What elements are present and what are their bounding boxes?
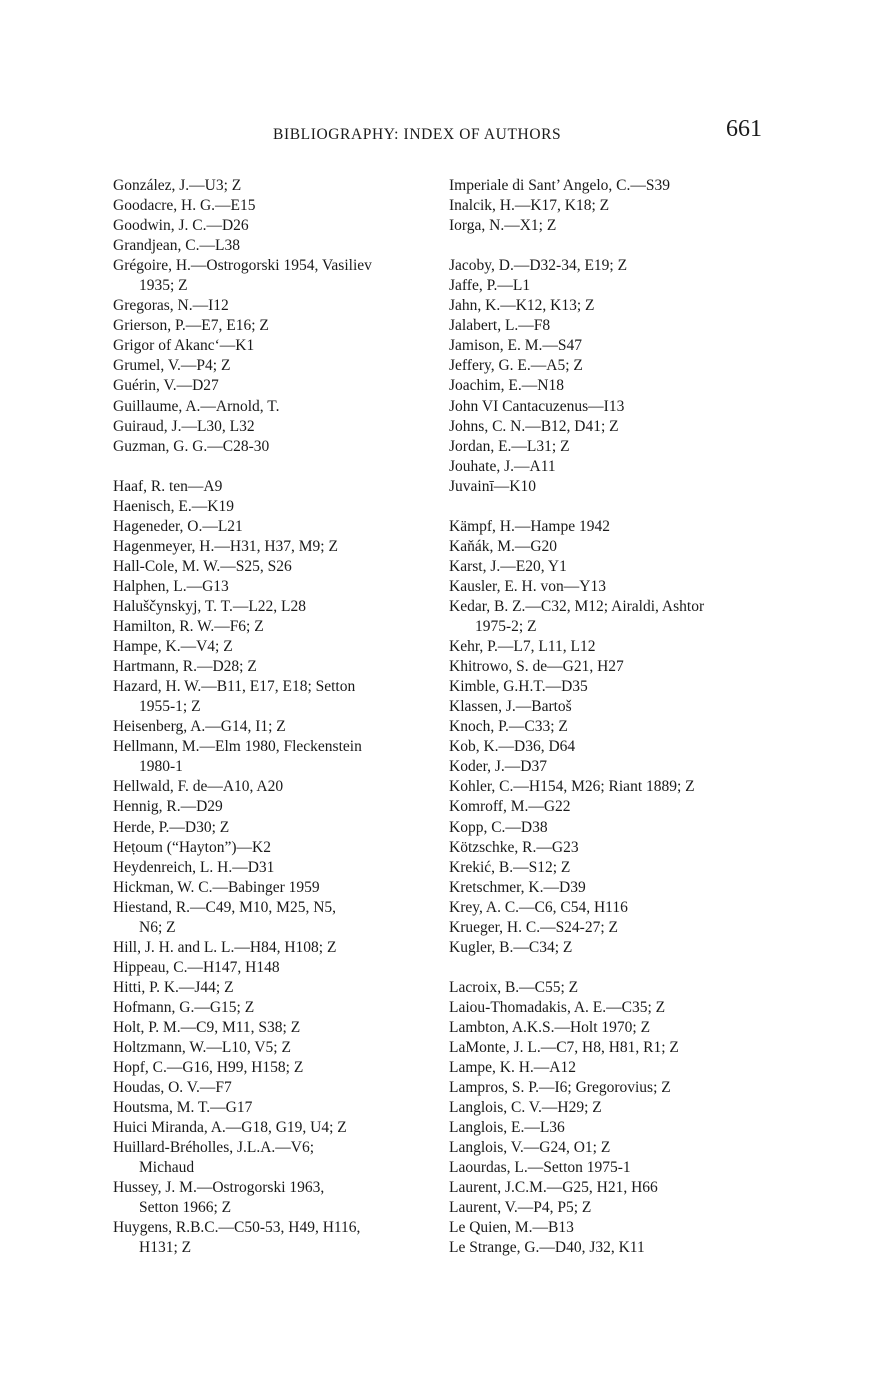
entry-line: Hitti, P. K.—J44; Z [113,978,234,996]
entry-line: Gregoras, N.—I12 [113,297,229,315]
index-entry [449,477,779,497]
index-entry [113,537,433,557]
entry-line: Lacroix, B.—C55; Z [449,978,579,996]
index-entry [449,1238,779,1258]
index-entry [113,397,433,417]
index-entry [449,437,779,457]
index-entry [449,597,779,637]
index-entry [113,577,433,597]
index-entry [449,356,779,376]
index-entry [113,1138,433,1178]
index-entry [113,858,433,878]
entry-line: Guérin, V.—D27 [113,377,219,395]
entry-line: Komroff, M.—G22 [449,798,571,816]
index-entry [449,216,779,236]
entry-line: Jaffe, P.—L1 [449,277,531,295]
entry-continuation-line: 1935; Z [139,277,188,295]
entry-line: Laiou-Thomadakis, A. E.—C35; Z [449,998,666,1016]
index-entry [113,557,433,577]
entry-line: Le Quien, M.—B13 [449,1219,574,1237]
entry-line: Grumel, V.—P4; Z [113,357,231,375]
index-entry [449,1118,779,1138]
entry-line: Kimble, G.H.T.—D35 [449,678,588,696]
entry-line: Hall-Cole, M. W.—S25, S26 [113,557,292,575]
index-entry [449,1198,779,1218]
index-entry [113,1038,433,1058]
entry-line: Hennig, R.—D29 [113,798,223,816]
entry-line: Joachim, E.—N18 [449,377,564,395]
entry-line: Lampros, S. P.—I6; Gregorovius; Z [449,1079,671,1097]
index-entry [113,1078,433,1098]
entry-line: Hagenmeyer, H.—H31, H37, M9; Z [113,537,338,555]
index-entry [113,1098,433,1118]
index-entry [449,898,779,918]
entry-continuation-line: Michaud [139,1159,195,1177]
entry-line: Heydenreich, L. H.—D31 [113,858,275,876]
entry-line: Kedar, B. Z.—C32, M12; Airaldi, Ashtor [449,597,705,615]
index-entry [113,437,433,457]
entry-line: Guillaume, A.—Arnold, T. [113,397,280,415]
right-column [449,176,779,1259]
entry-line: Jordan, E.—L31; Z [449,437,570,455]
running-title: BIBLIOGRAPHY: INDEX OF AUTHORS [273,126,562,143]
entry-line: Hampe, K.—V4; Z [113,638,233,656]
entry-line: Hiestand, R.—C49, M10, M25, N5, [113,898,337,916]
index-entry [113,998,433,1018]
entry-line: Krey, A. C.—C6, C54, H116 [449,898,628,916]
index-entry [113,777,433,797]
entry-line: Hopf, C.—G16, H99, H158; Z [113,1059,304,1077]
index-entry [449,998,779,1018]
index-entry [449,276,779,296]
entry-line: Kämpf, H.—Hampe 1942 [449,517,610,535]
index-entry [113,216,433,236]
index-entry [449,858,779,878]
entry-line: Kopp, C.—D38 [449,818,548,836]
entry-line: Guiraud, J.—L30, L32 [113,417,255,435]
entry-line: Inalcik, H.—K17, K18; Z [449,197,610,215]
index-entry [449,376,779,396]
index-entry [113,838,433,858]
index-entry [449,537,779,557]
entry-line: Knoch, P.—C33; Z [449,718,568,736]
index-entry [449,417,779,437]
entry-line: Grandjean, C.—L38 [113,237,240,255]
index-entry [449,336,779,356]
entry-line: Khitrowo, S. de—G21, H27 [449,658,624,676]
index-entry [113,316,433,336]
index-entry [113,818,433,838]
index-entry [113,958,433,978]
entry-line: Iorga, N.—X1; Z [449,217,557,235]
entry-continuation-line: 1955-1; Z [139,698,201,716]
index-entry [449,296,779,316]
index-entry [449,657,779,677]
index-entry [449,1078,779,1098]
entry-line: Houtsma, M. T.—G17 [113,1099,253,1117]
index-entry [113,617,433,637]
index-entry [113,477,433,497]
section-gap [113,457,433,477]
entry-line: Heṭoum (“Hayton”)—K2 [113,838,271,856]
index-entry [449,1058,779,1078]
entry-line: Juvainī—K10 [449,477,536,495]
index-entry [449,397,779,417]
index-entry [449,1098,779,1118]
entry-line: Laurent, V.—P4, P5; Z [449,1199,592,1217]
index-entry [449,677,779,697]
entry-line: Langlois, E.—L36 [449,1119,565,1137]
index-entry [449,196,779,216]
entry-line: Kob, K.—D36, D64 [449,738,576,756]
index-entry [449,878,779,898]
entry-line: Krueger, H. C.—S24-27; Z [449,918,618,936]
index-entry [113,1058,433,1078]
index-entry [113,256,433,296]
index-entry [449,938,779,958]
entry-line: Hickman, W. C.—Babinger 1959 [113,878,320,896]
index-entry [113,657,433,677]
index-entry [449,457,779,477]
entry-line: Kohler, C.—H154, M26; Riant 1889; Z [449,778,695,796]
index-entry [113,597,433,617]
entry-line: Kehr, P.—L7, L11, L12 [449,638,596,656]
entry-line: González, J.—U3; Z [113,177,242,194]
entry-line: Langlois, V.—G24, O1; Z [449,1139,611,1157]
index-entry [113,236,433,256]
index-entry [449,1158,779,1178]
index-entry [113,497,433,517]
index-entry [113,1218,433,1258]
entry-line: Heisenberg, A.—G14, I1; Z [113,718,286,736]
index-entry [449,818,779,838]
index-entry [449,717,779,737]
entry-line: Lambton, A.K.S.—Holt 1970; Z [449,1018,651,1036]
entry-line: Hartmann, R.—D28; Z [113,658,257,676]
entry-line: Kaňák, M.—G20 [449,537,558,555]
page-number: 661 [726,116,762,142]
index-entry [449,918,779,938]
entry-line: Grierson, P.—E7, E16; Z [113,317,269,335]
index-entry [449,577,779,597]
entry-line: Krekić, B.—S12; Z [449,858,571,876]
index-entry [113,637,433,657]
index-entry [113,1118,433,1138]
entry-line: Grigor of Akanc‘—K1 [113,337,255,355]
index-entry [113,296,433,316]
entry-line: Lampe, K. H.—A12 [449,1059,576,1077]
entry-line: Langlois, C. V.—H29; Z [449,1099,602,1117]
entry-line: Goodwin, J. C.—D26 [113,217,249,235]
index-entry [113,376,433,396]
entry-line: Koder, J.—D37 [449,758,547,776]
index-entry [449,256,779,276]
entry-line: Huillard-Bréholles, J.L.A.—V6; [113,1139,315,1157]
entry-line: Haluščynskyj, T. T.—L22, L28 [113,597,307,615]
entry-continuation-line: 1980-1 [139,758,183,776]
index-entry [113,878,433,898]
entry-continuation-line: N6; Z [139,918,176,936]
index-entry [449,1178,779,1198]
index-entry [113,176,433,196]
index-entry [449,737,779,757]
entry-line: Jouhate, J.—A11 [449,457,556,475]
entry-line: Jeffery, G. E.—A5; Z [449,357,583,375]
entry-line: Halphen, L.—G13 [113,577,229,595]
page-header [0,116,872,152]
entry-line: Karst, J.—E20, Y1 [449,557,567,575]
entry-continuation-line: 1975-2; Z [475,618,537,636]
index-entry [113,1018,433,1038]
entry-line: Johns, C. N.—B12, D41; Z [449,417,619,435]
index-entry [449,757,779,777]
entry-line: Hill, J. H. and L. L.—H84, H108; Z [113,938,337,956]
entry-line: Kugler, B.—C34; Z [449,938,573,956]
index-entry [449,1018,779,1038]
index-entry [113,1178,433,1218]
entry-line: Jamison, E. M.—S47 [449,337,583,355]
entry-line: Kötzschke, R.—G23 [449,838,579,856]
index-entry [449,517,779,537]
index-entry [449,1138,779,1158]
entry-continuation-line: Setton 1966; Z [139,1199,232,1217]
entry-line: Hageneder, O.—L21 [113,517,243,535]
index-entry [113,417,433,437]
entry-line: Kretschmer, K.—D39 [449,878,586,896]
entry-line: Hofmann, G.—G15; Z [113,998,255,1016]
index-entry [113,898,433,938]
entry-continuation-line: H131; Z [139,1239,192,1257]
entry-line: Huygens, R.B.C.—C50-53, H49, H116, [113,1219,361,1237]
section-gap [449,497,779,517]
index-entry [449,978,779,998]
entry-line: Hellwald, F. de—A10, A20 [113,778,284,796]
entry-line: Hamilton, R. W.—F6; Z [113,618,264,636]
entry-line: Jahn, K.—K12, K13; Z [449,297,595,315]
entry-line: Haenisch, E.—K19 [113,497,234,515]
entry-line: Laourdas, L.—Setton 1975-1 [449,1159,631,1177]
entry-line: Imperiale di Sant’ Angelo, C.—S39 [449,177,670,194]
index-entry [449,797,779,817]
entry-line: Hellmann, M.—Elm 1980, Fleckenstein [113,738,362,756]
entry-line: LaMonte, J. L.—C7, H8, H81, R1; Z [449,1039,679,1057]
index-entry [449,557,779,577]
entry-line: Klassen, J.—Bartoš [449,698,572,716]
index-entry [449,838,779,858]
index-entry [449,637,779,657]
index-entry [113,978,433,998]
entry-line: Grégoire, H.—Ostrogorski 1954, Vasiliev [113,257,372,275]
index-entry [113,196,433,216]
index-entry [113,938,433,958]
index-entry [113,737,433,777]
index-entry [449,176,779,196]
entry-line: Le Strange, G.—D40, J32, K11 [449,1239,645,1257]
entry-line: Jacoby, D.—D32-34, E19; Z [449,257,628,275]
section-gap [449,958,779,978]
entry-line: Kausler, E. H. von—Y13 [449,577,606,595]
entry-line: Hazard, H. W.—B11, E17, E18; Setton [113,678,356,696]
entry-line: Houdas, O. V.—F7 [113,1079,232,1097]
section-gap [449,236,779,256]
left-column [113,176,433,1259]
entry-line: Haaf, R. ten—A9 [113,477,223,495]
entry-line: John VI Cantacuzenus—I13 [449,397,625,415]
index-entry [449,697,779,717]
index-entry [113,677,433,717]
index-entry [113,336,433,356]
entry-line: Guzman, G. G.—C28-30 [113,437,270,455]
entry-line: Holt, P. M.—C9, M11, S38; Z [113,1018,301,1036]
entry-line: Huici Miranda, A.—G18, G19, U4; Z [113,1119,347,1137]
entry-line: Holtzmann, W.—L10, V5; Z [113,1039,291,1057]
index-entry [113,517,433,537]
entry-line: Jalabert, L.—F8 [449,317,551,335]
entry-line: Hussey, J. M.—Ostrogorski 1963, [113,1179,325,1197]
index-entry [449,1038,779,1058]
index-entry [113,717,433,737]
index-entry [449,1218,779,1238]
index-entry [113,356,433,376]
entry-line: Laurent, J.C.M.—G25, H21, H66 [449,1179,658,1197]
index-entry [449,777,779,797]
index-entry [449,316,779,336]
entry-line: Goodacre, H. G.—E15 [113,197,256,215]
index-entry [113,797,433,817]
entry-line: Herde, P.—D30; Z [113,818,230,836]
entry-line: Hippeau, C.—H147, H148 [113,958,280,976]
